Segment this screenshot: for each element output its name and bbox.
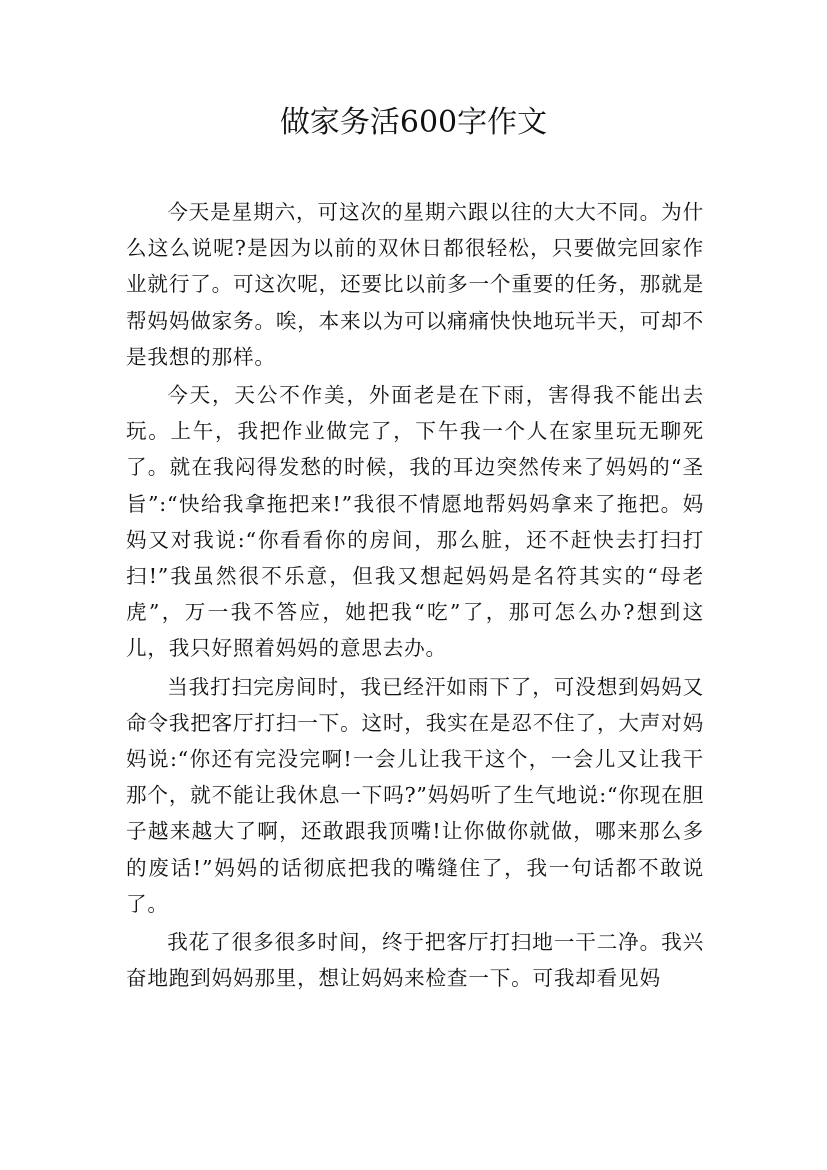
paragraph-3: 当我打扫完房间时，我已经汗如雨下了，可没想到妈妈又命令我把客厅打扫一下。这时，我实在是忍不住了，大声对妈妈说:“你还有完没完啊!一会儿让我干这个，一会儿又让我干那个，就不能让我休息一下吗?”妈妈听了生气地说:“你现在胆子越来越大了啊，还敢跟我顶嘴!让你做你就做，哪来那么多的废话!”妈妈的话彻底把我的嘴缝住了，我一句话都不敢说了。 (126, 674, 704, 916)
document-body (126, 194, 704, 996)
paragraph-2: 今天，天公不作美，外面老是在下雨，害得我不能出去玩。上午，我把作业做完了，下午我一个人在家里玩无聊死了。就在我闷得发愁的时候，我的耳边突然传来了妈妈的“圣旨”:“快给我拿拖把来!”我很不情愿地帮妈妈拿来了拖把。妈妈又对我说:“你看看你的房间，那么脏，还不赶快去打扫打扫!”我虽然很不乐意，但我又想起妈妈是名符其实的“母老虎”，万一我不答应，她把我“吃”了，那可怎么办?想到这儿，我只好照着妈妈的意思去办。 (126, 383, 704, 661)
paragraph-1: 今天是星期六，可这次的星期六跟以往的大大不同。为什么这么说呢?是因为以前的双休日都很轻松，只要做完回家作业就行了。可这次呢，还要比以前多一个重要的任务，那就是帮妈妈做家务。唉，本来以为可以痛痛快快地玩半天，可却不是我想的那样。 (126, 200, 704, 369)
document-title: 做家务活600字作文 (279, 105, 548, 140)
paragraph-4: 我花了很多很多时间，终于把客厅打扫地一干二净。我兴奋地跑到妈妈那里，想让妈妈来检查一下。可我却看见妈 (126, 930, 704, 991)
